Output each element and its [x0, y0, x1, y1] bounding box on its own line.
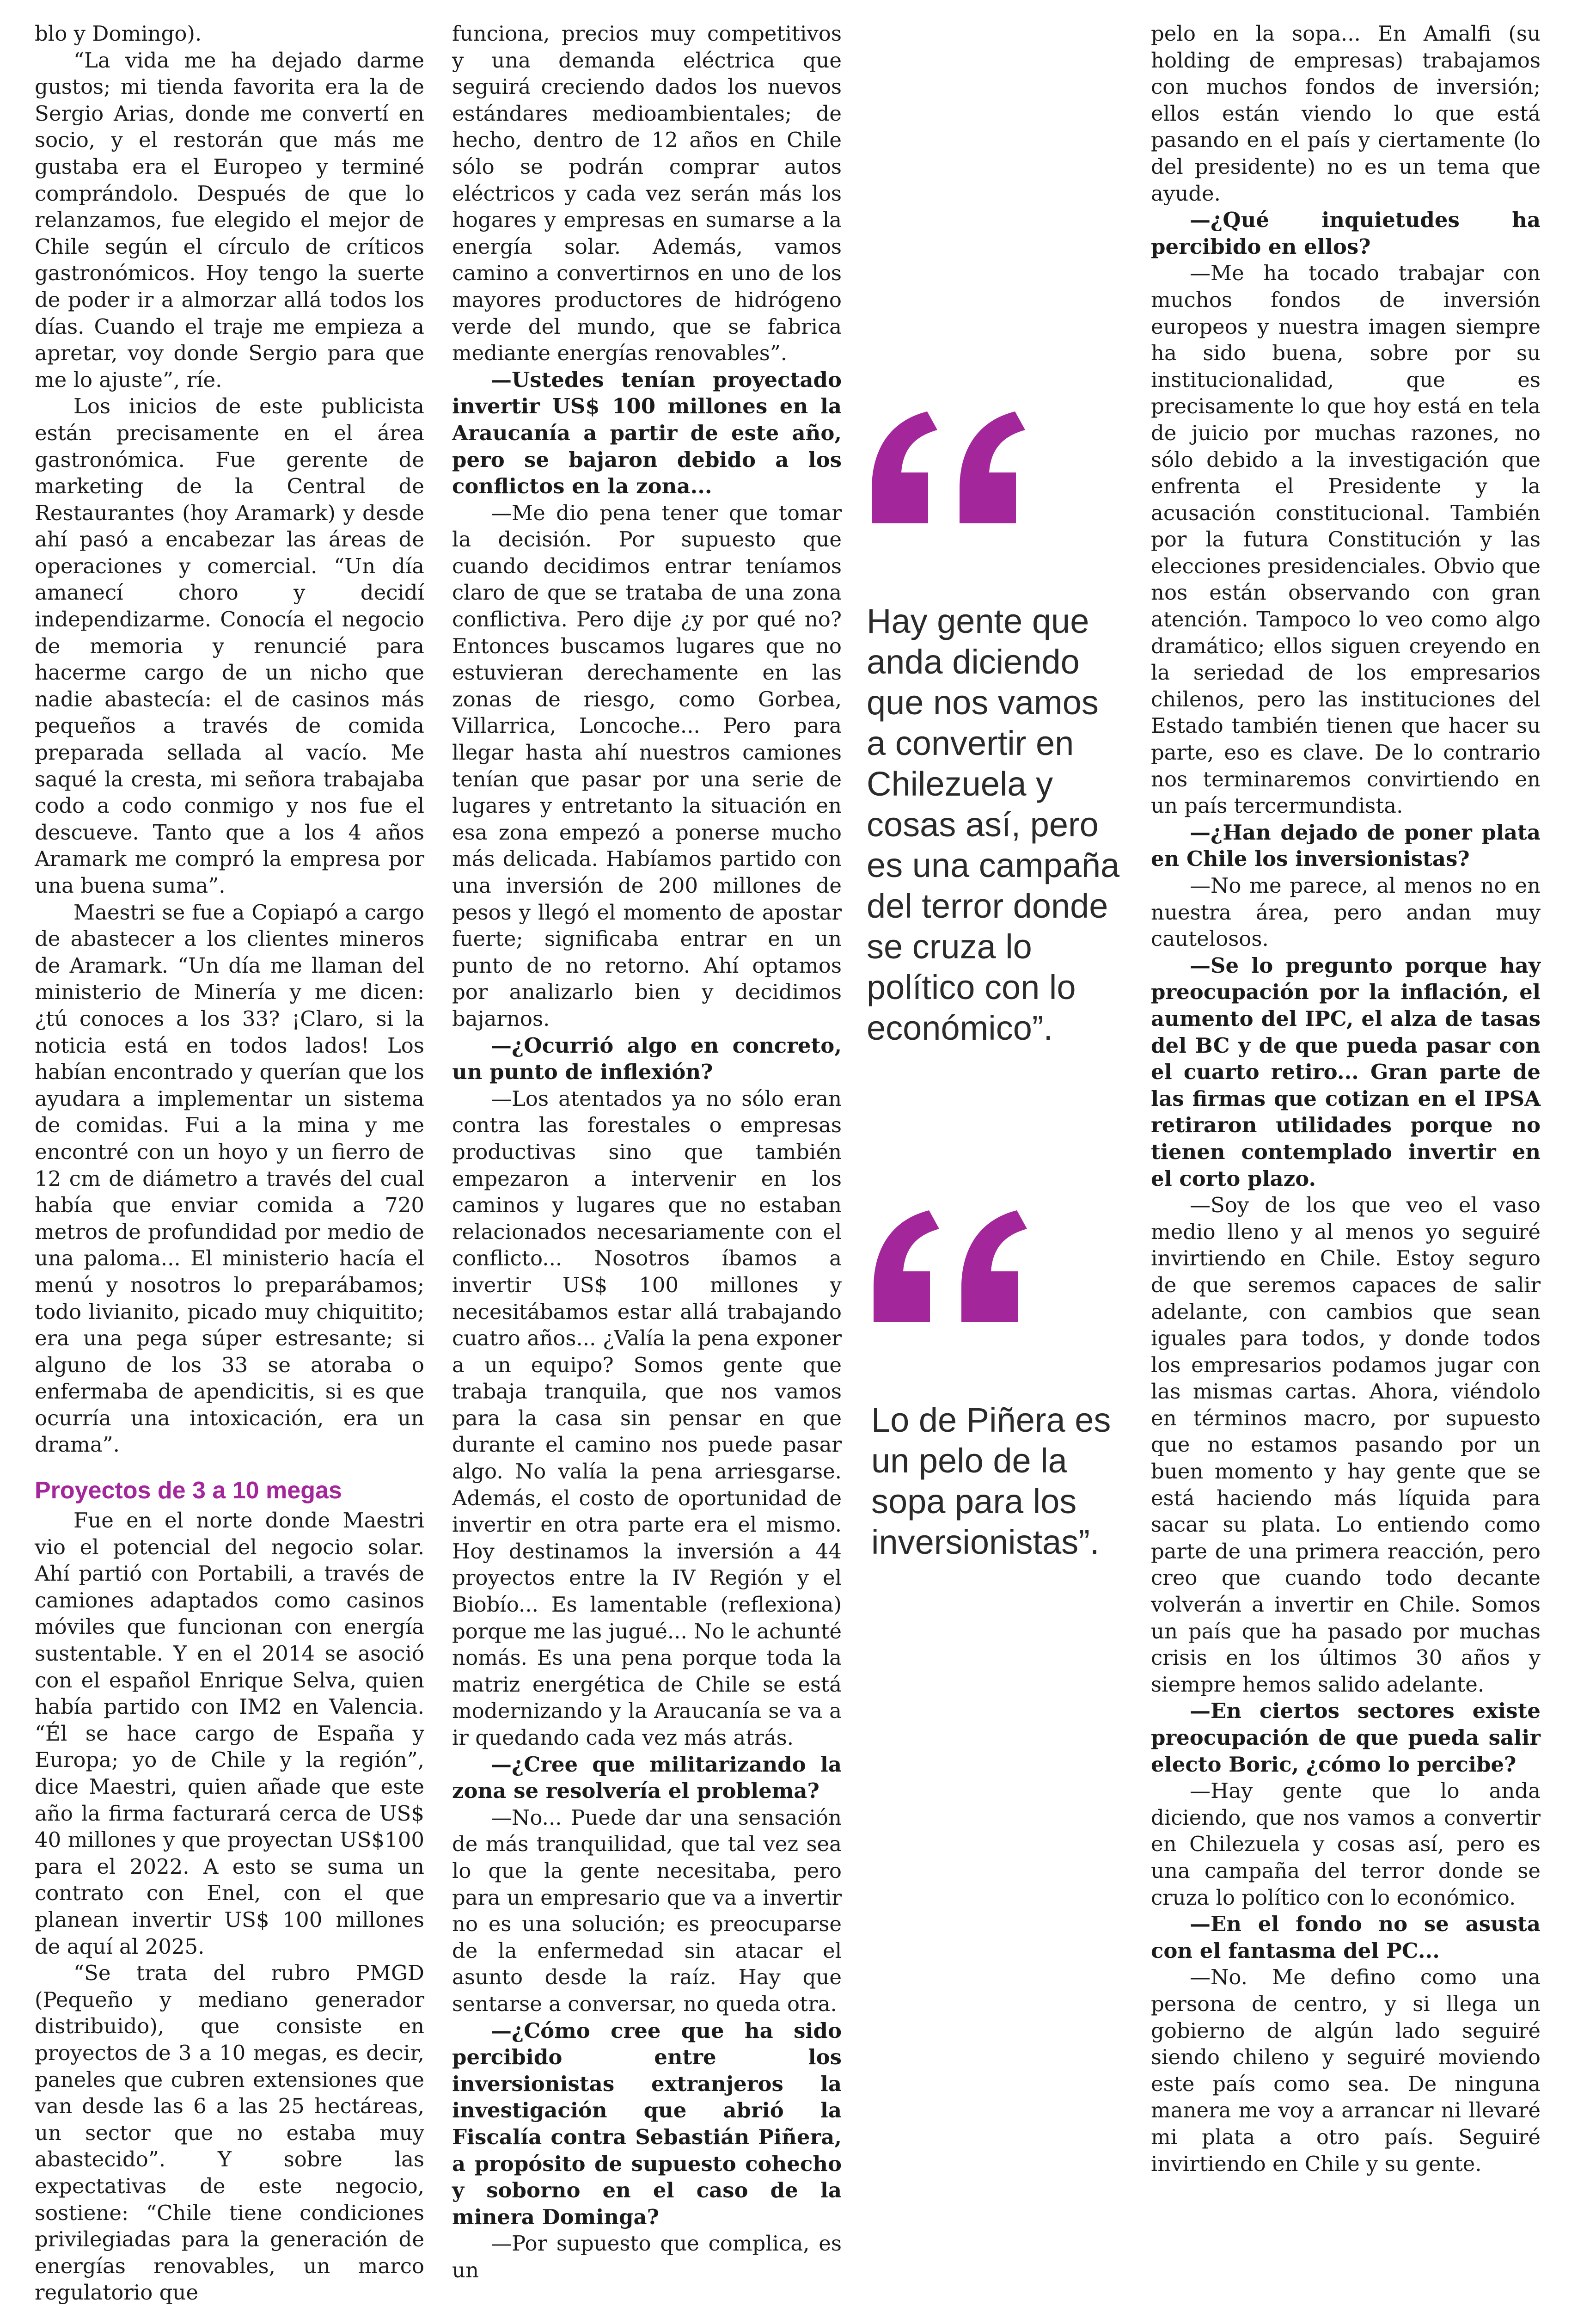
interview-answer: —Por supuesto que complica, es un [452, 2231, 842, 2282]
paragraph: pelo en la sopa... En Amalfi (su holding de empresas) trabajamos con muchos fondos de inversión; ellos están viendo lo que está pasando en el país y ciertamente (lo del presidente) no es un tema que ayude. [1151, 21, 1541, 206]
interview-question: —Ustedes tenían proyectado invertir US$ 100 millones en la Araucanía a partir de este año, pero se bajaron debido a los conflictos en la zona... [452, 367, 842, 499]
interview-answer: —Los atentados ya no sólo eran contra las forestales o empresas productivas sino que también empezaron a intervenir en los caminos y lugares que no estaban relacionados necesariamente con el conflicto... Nosotros íbamos a invertir US$ 100 millones y necesitábamos estar allá trabajando cuatro años... ¿Valía la pena exponer a un equipo? Somos gente que trabaja tranquila, que nos vamos para la casa sin pensar en que durante el camino nos puede pasar algo. No valía la pena arriesgarse. Además, el costo de oportunidad de invertir en otra parte era el mismo. Hoy destinamos la inversión a 44 proyectos entre la IV Región y el Biobío... Es lamentable (reflexiona) porque me las jugué... No le achunté nomás. Es una pena porque toda la matriz energética de Chile se está modernizando y la Araucanía se va a ir quedando cada vez más atrás. [452, 1086, 842, 1750]
interview-question: —¿Han dejado de poner plata en Chile los inversionistas? [1151, 820, 1541, 871]
interview-answer: —Soy de los que veo el vaso medio lleno y al menos yo seguiré invirtiendo en Chile. Estoy seguro de que seremos capaces de salir adelante, con cambios que sean iguales para todos, y donde todos los empresarios podamos jugar con las mismas cartas. Ahora, viéndolo en términos macro, por supuesto que no estamos pasando por un buen momento y hay gente que se está haciendo más líquida para sacar su plata. Lo entiendo como parte de una primera reacción, pero creo que cuando todo decante volverán a invertir en Chile. Somos un país que ha pasado por muchas crisis en los últimos 30 años y siempre hemos salido adelante. [1151, 1193, 1541, 1697]
column-1 [35, 20, 424, 2306]
interview-answer: —No me parece, al menos no en nuestra área, pero andan muy cautelosos. [1151, 873, 1541, 951]
paragraph: “La vida me ha dejado darme gustos; mi tienda favorita era la de Sergio Arias, donde me convertí en socio, y el restorán que más me gustaba era el Europeo y terminé comprándolo. Después de que lo relanzamos, fue elegido el mejor de Chile según el círculo de críticos gastronómicos. Hoy tengo la suerte de poder ir a almorzar allá todos los días. Cuando el traje me empieza a apretar, voy donde Sergio para que me lo ajuste”, ríe. [35, 48, 424, 392]
interview-answer: —No. Me defino como una persona de centro, y si llega un gobierno de algún lado seguiré siendo chileno y seguiré moviendo este país como sea. De ninguna manera me voy a arrancar ni llevaré mi plata a otro país. Seguiré invirtiendo en Chile y su gente. [1151, 1965, 1541, 2176]
quotation-mark-icon [870, 1202, 1055, 1331]
interview-question: —¿Ocurrió algo en concreto, un punto de inflexión? [452, 1033, 842, 1085]
interview-question: —¿Cómo cree que ha sido percibido entre los inversionistas extranjeros la investigación que abrió la Fiscalía contra Sebastián Piñera, a propósito de supuesto cohecho y soborno en el caso de la minera Dominga? [452, 2018, 842, 2229]
interview-answer: —Me ha tocado trabajar con muchos fondos de inversión europeos y nuestra imagen siempre ha sido buena, sobre por su institucionalidad, que es precisamente lo que hoy está en tela de juicio por muchas razones, no sólo debido a la investigación que enfrenta el Presidente y la acusación constitucional. También por la futura Constitución y las elecciones presidenciales. Obvio que nos están observando con gran atención. Tampoco lo veo como algo dramático; ellos siguen creyendo en la seriedad de los empresarios chilenos, pero las instituciones del Estado también tienen que hacer su parte, eso es clave. De lo contrario nos terminaremos convirtiendo en un país tercermundista. [1151, 261, 1541, 818]
column-2 [452, 20, 842, 2283]
paragraph: funciona, precios muy competitivos y una demanda eléctrica que seguirá creciendo dados los nuevos estándares medioambientales; de hecho, dentro de 12 años en Chile sólo se podrán comprar autos eléctricos y cada vez serán más los hogares y empresas en sumarse a la energía solar. Además, vamos camino a convertirnos en uno de los mayores productores de hidrógeno verde del mundo, que se fabrica mediante energías renovables”. [452, 21, 842, 366]
interview-question: —En ciertos sectores existe preocupación de que pueda salir electo Boric, ¿cómo lo percibe? [1151, 1699, 1541, 1777]
column-3 [1151, 20, 1541, 2177]
quotation-mark-icon [868, 403, 1053, 533]
interview-answer: —Hay gente que lo anda diciendo, que nos vamos a convertir en Chilezuela y cosas así, pero es una campaña del terror donde se cruza lo político con lo económico. [1151, 1779, 1541, 1910]
section-subheading: Proyectos de 3 a 10 megas [35, 1477, 342, 1504]
paragraph: blo y Domingo). [35, 21, 202, 46]
interview-answer: —Me dio pena tener que tomar la decisión. Por supuesto que cuando decidimos entrar teníamos claro de que se trataba de una zona conflictiva. Pero dije ¿y por qué no? Entonces buscamos lugares que no estuvieran derechamente en las zonas de riesgo, como Gorbea, Villarrica, Loncoche... Pero para llegar hasta ahí nuestros camiones tenían que pasar por una serie de lugares y entretanto la situación en esa zona empezó a ponerse mucho más delicada. Habíamos partido con una inversión de 200 millones de pesos y llegó el momento de apostar fuerte; significaba entrar en un punto de no retorno. Ahí optamos por analizarlo bien y decidimos bajarnos. [452, 500, 842, 1031]
interview-question: —¿Qué inquietudes ha percibido en ellos? [1151, 208, 1541, 259]
interview-answer: —No... Puede dar una sensación de más tranquilidad, que tal vez sea lo que la gente necesitaba, pero para un empresario que va a invertir no es una solución; es preocuparse de la enfermedad sin atacar el asunto desde la raíz. Hay que sentarse a conversar, no queda otra. [452, 1805, 842, 2016]
pull-quote: Hay gente que anda diciendo que nos vamos a convertir en Chilezuela y cosas así, pero es una campaña del terror donde se cruza lo político con lo económico”. [867, 602, 1120, 1047]
interview-question: —En el fondo no se asusta con el fantasma del PC... [1151, 1912, 1541, 1963]
interview-question: —Se lo pregunto porque hay preocupación por la inflación, el aumento del IPC, el alza de tasas del BC y de que pueda pasar con el cuarto retiro... Gran parte de las firmas que cotizan en el IPSA retiraron utilidades porque no tienen contemplado invertir en el corto plazo. [1151, 953, 1541, 1191]
paragraph: Maestri se fue a Copiapó a cargo de abastecer a los clientes mineros de Aramark. “Un día me llaman del ministerio de Minería y me dicen: ¿tú conoces a los 33? ¡Claro, si la noticia está en todos lados! Los habían encontrado y querían que los ayudara a implementar un sistema de comidas. Fui a la mina y me encontré con un hoyo y un fierro de 12 cm de diámetro a través del cual había que enviar comida a 720 metros de profundidad por medio de una paloma... El ministerio hacía el menú y nosotros lo preparábamos; todo livianito, picado muy chiquitito; era una pega súper estresante; si alguno de los 33 se atoraba o enfermaba de apendicitis, si es que ocurría una intoxicación, era un drama”. [35, 900, 424, 1457]
paragraph: Fue en el norte donde Maestri vio el potencial del negocio solar. Ahí partió con Portabili, a través de camiones adaptados como casinos móviles que funcionan con energía sustentable. Y en el 2014 se asoció con el español Enrique Selva, quien había partido con IM2 en Valencia. “Él se hace cargo de España y Europa; yo de Chile y la región”, dice Maestri, quien añade que este año la firma facturará cerca de US$ 40 millones y que proyectan US$100 para el 2022. A esto se suma un contrato con Enel, con el que planean invertir US$ 100 millones de aquí al 2025. [35, 1508, 424, 1959]
paragraph: Los inicios de este publicista están precisamente en el área gastronómica. Fue gerente de marketing de la Central de Restaurantes (hoy Aramark) y desde ahí pasó a encabezar las áreas de operaciones y comercial. “Un día amanecí choro y decidí independizarme. Conocía el negocio de memoria y renuncié para hacerme cargo de un nicho que nadie abastecía: el de casinos más pequeños a través de comida preparada sellada al vacío. Me saqué la cresta, mi señora trabajaba codo a codo conmigo y nos fue el descueve. Tanto que a los 4 años Aramark me compró la empresa por una buena suma”. [35, 394, 424, 898]
pull-quote: Lo de Piñera es un pelo de la sopa para los inversionistas”. [871, 1401, 1111, 1561]
paragraph: “Se trata del rubro PMGD (Pequeño y mediano generador distribuido), que consiste en proyectos de 3 a 10 megas, es decir, paneles que cubren extensiones que van desde las 6 a las 25 hectáreas, un sector que no estaba muy abastecido”. Y sobre las expectativas de este negocio, sostiene: “Chile tiene condiciones privilegiadas para la generación de energías renovables, un marco regulatorio que [35, 1961, 424, 2305]
interview-question: —¿Cree que militarizando la zona se resolvería el problema? [452, 1752, 842, 1803]
